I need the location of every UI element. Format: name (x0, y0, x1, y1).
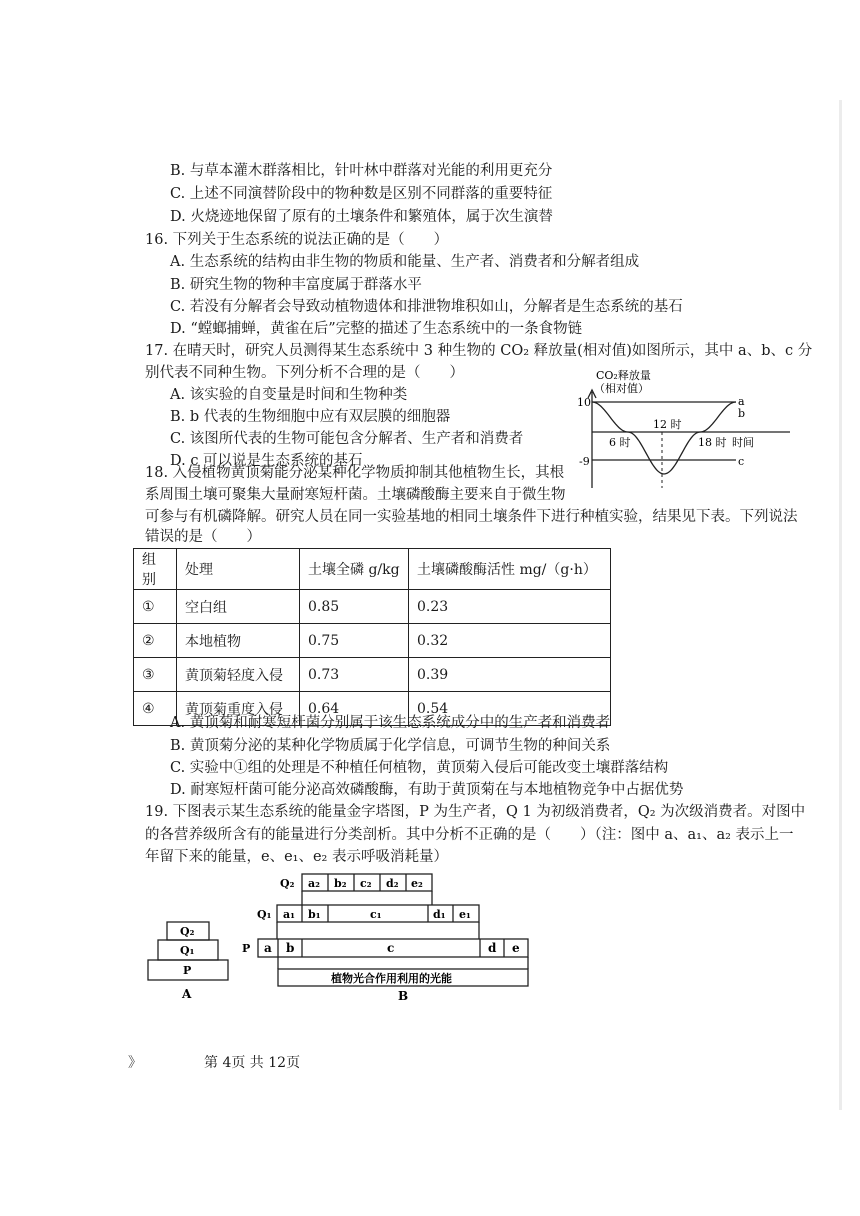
pyramid-b-q1-label: Q₁ (257, 908, 272, 921)
q17-option-c: C. 该图所代表的生物可能包含分解者、生产者和消费者 (170, 431, 524, 447)
table-cell: 0.75 (300, 624, 409, 658)
footer-mark: 》 (128, 1055, 142, 1071)
q17-option-a: A. 该实验的自变量是时间和生物种类 (170, 387, 408, 403)
q19-stem-line1: 19. 下图表示某生态系统的能量金字塔图，P 为生产者，Q 1 为初级消费者，Q₂ 为次级消费者。对图中 (145, 804, 806, 820)
q18-stem-line4: 错误的是（ ） (145, 529, 261, 545)
pyramid-a-p-label: P (183, 964, 192, 977)
table-cell: 0.39 (409, 658, 611, 692)
chart-xtick-18: 18 时 (698, 436, 727, 449)
table-cell: 0.73 (300, 658, 409, 692)
cell-e1: e₁ (459, 908, 471, 921)
q17-stem-line1: 17. 在晴天时，研究人员测得某生态系统中 3 种生物的 CO₂ 释放量(相对值)如图所示，其中 a、b、c 分 (145, 343, 813, 359)
cell-b2: b₂ (334, 877, 347, 890)
cell-a1: a₁ (283, 908, 295, 921)
table-cell: 本地植物 (177, 624, 300, 658)
series-a-label: a (738, 395, 745, 408)
table-cell: 0.64 (300, 692, 409, 726)
q18-option-d: D. 耐寒短杆菌可能分泌高效磷酸酶，有助于黄顶菊在与本地植物竞争中占据优势 (170, 782, 684, 798)
table-cell: ④ (134, 692, 177, 726)
q17-option-b: B. b 代表的生物细胞中应有双层膜的细胞器 (170, 409, 451, 425)
q19-stem-line2: 的各营养级所含有的能量进行分类剖析。其中分析不正确的是（ ）（注：图中 a、a₁、a₂ 表示上一 (145, 827, 794, 843)
pyramid-b-p-label: P (242, 942, 251, 955)
table-header: 土壤磷酸酶活性 mg/（g·h） (409, 549, 611, 590)
q18-option-c: C. 实验中①组的处理是不种植任何植物，黄顶菊入侵后可能改变土壤群落结构 (170, 760, 669, 776)
chart-ytick-neg9: -9 (579, 455, 590, 468)
q18-stem-line3: 可参与有机磷降解。研究人员在同一实验基地的相同土壤条件下进行种植实验，结果见下表。下列说法 (145, 509, 798, 525)
pyramid-b (258, 874, 528, 986)
q17-option-d: D. c 可以说是生态系统的基石 (170, 453, 363, 469)
table-cell: 0.23 (409, 590, 611, 624)
q15-option-c: C. 上述不同演替阶段中的物种数是区别不同群落的重要特征 (170, 186, 553, 202)
q15-option-b: B. 与草本灌木群落相比，针叶林中群落对光能的利用更充分 (170, 163, 553, 179)
table-header: 土壤全磷 g/kg (300, 549, 409, 590)
q15-option-d: D. 火烧迹地保留了原有的土壤条件和繁殖体，属于次生演替 (170, 209, 553, 225)
q18-option-a: A. 黄顶菊和耐寒短杆菌分别属于该生态系统成分中的生产者和消费者 (170, 715, 611, 731)
q19-stem-line3: 年留下来的能量，e、e₁、e₂ 表示呼吸消耗量） (145, 849, 448, 865)
chart-xtick-12: 12 时 (653, 418, 682, 431)
chart-ytick-10: 10 (577, 396, 591, 409)
cell-d2: d₂ (386, 877, 399, 890)
cell-b1: b₁ (308, 908, 321, 921)
cell-e: e (512, 941, 520, 955)
chart-ylabel-line1: CO₂释放量 (596, 369, 651, 382)
pyramid-a-caption: A (182, 987, 192, 1001)
chart-xtick-6: 6 时 (609, 436, 631, 449)
chart-ylabel-line2: （相对值） (594, 382, 649, 395)
cell-d1: d₁ (433, 908, 446, 921)
cell-d: d (488, 941, 497, 955)
series-b-label: b (738, 407, 746, 420)
cell-a2: a₂ (308, 877, 320, 890)
cell-c: c (387, 941, 395, 955)
table-cell: 0.54 (409, 692, 611, 726)
q16-option-b: B. 研究生物的物种丰富度属于群落水平 (170, 277, 422, 293)
q18-option-b: B. 黄顶菊分泌的某种化学物质属于化学信息，可调节生物的种间关系 (170, 738, 611, 754)
cell-c1: c₁ (370, 908, 382, 921)
cell-b: b (286, 941, 295, 955)
table-cell: ① (134, 590, 177, 624)
cell-e2: e₂ (411, 877, 423, 890)
chart-xlabel: 时间 (732, 436, 754, 449)
q16-option-a: A. 生态系统的结构由非生物的物质和能量、生产者、消费者和分解者组成 (170, 254, 640, 270)
cell-a: a (264, 941, 272, 955)
pyramid-a-q2-label: Q₂ (180, 925, 195, 938)
table-cell: 0.32 (409, 624, 611, 658)
table-cell: ③ (134, 658, 177, 692)
table-cell: 0.85 (300, 590, 409, 624)
pyramid-b-caption: B (398, 989, 409, 1003)
table-header: 组别 (134, 549, 177, 590)
cell-c2: c₂ (360, 877, 372, 890)
q16-option-c: C. 若没有分解者会导致动植物遗体和排泄物堆积如山，分解者是生态系统的基石 (170, 299, 683, 315)
pyramid-b-q2-label: Q₂ (280, 877, 295, 890)
table-cell: 黄顶菊重度入侵 (177, 692, 300, 726)
table-cell: 空白组 (177, 590, 300, 624)
page-number: 第 4页 共 12页 (204, 1055, 301, 1071)
q18-stem-line2: 系周围土壤可聚集大量耐寒短杆菌。土壤磷酸酶主要来自于微生物 (145, 487, 566, 503)
q16-stem: 16. 下列关于生态系统的说法正确的是（ ） (145, 232, 449, 248)
pyramid-a-q1-label: Q₁ (180, 944, 195, 957)
series-c-label: c (738, 455, 745, 468)
table-cell: 黄顶菊轻度入侵 (177, 658, 300, 692)
table-header: 处理 (177, 549, 300, 590)
q16-option-d: D. “螳螂捕蝉，黄雀在后”完整的描述了生态系统中的一条食物链 (170, 321, 583, 337)
q17-stem-line2: 别代表不同种生物。下列分析不合理的是（ ） (145, 365, 464, 381)
q18-stem-line1: 18. 入侵植物黄顶菊能分泌某种化学物质抑制其他植物生长，其根 (145, 465, 565, 481)
table-cell: ② (134, 624, 177, 658)
pyramid-b-base-label: 植物光合作用利用的光能 (331, 972, 452, 985)
